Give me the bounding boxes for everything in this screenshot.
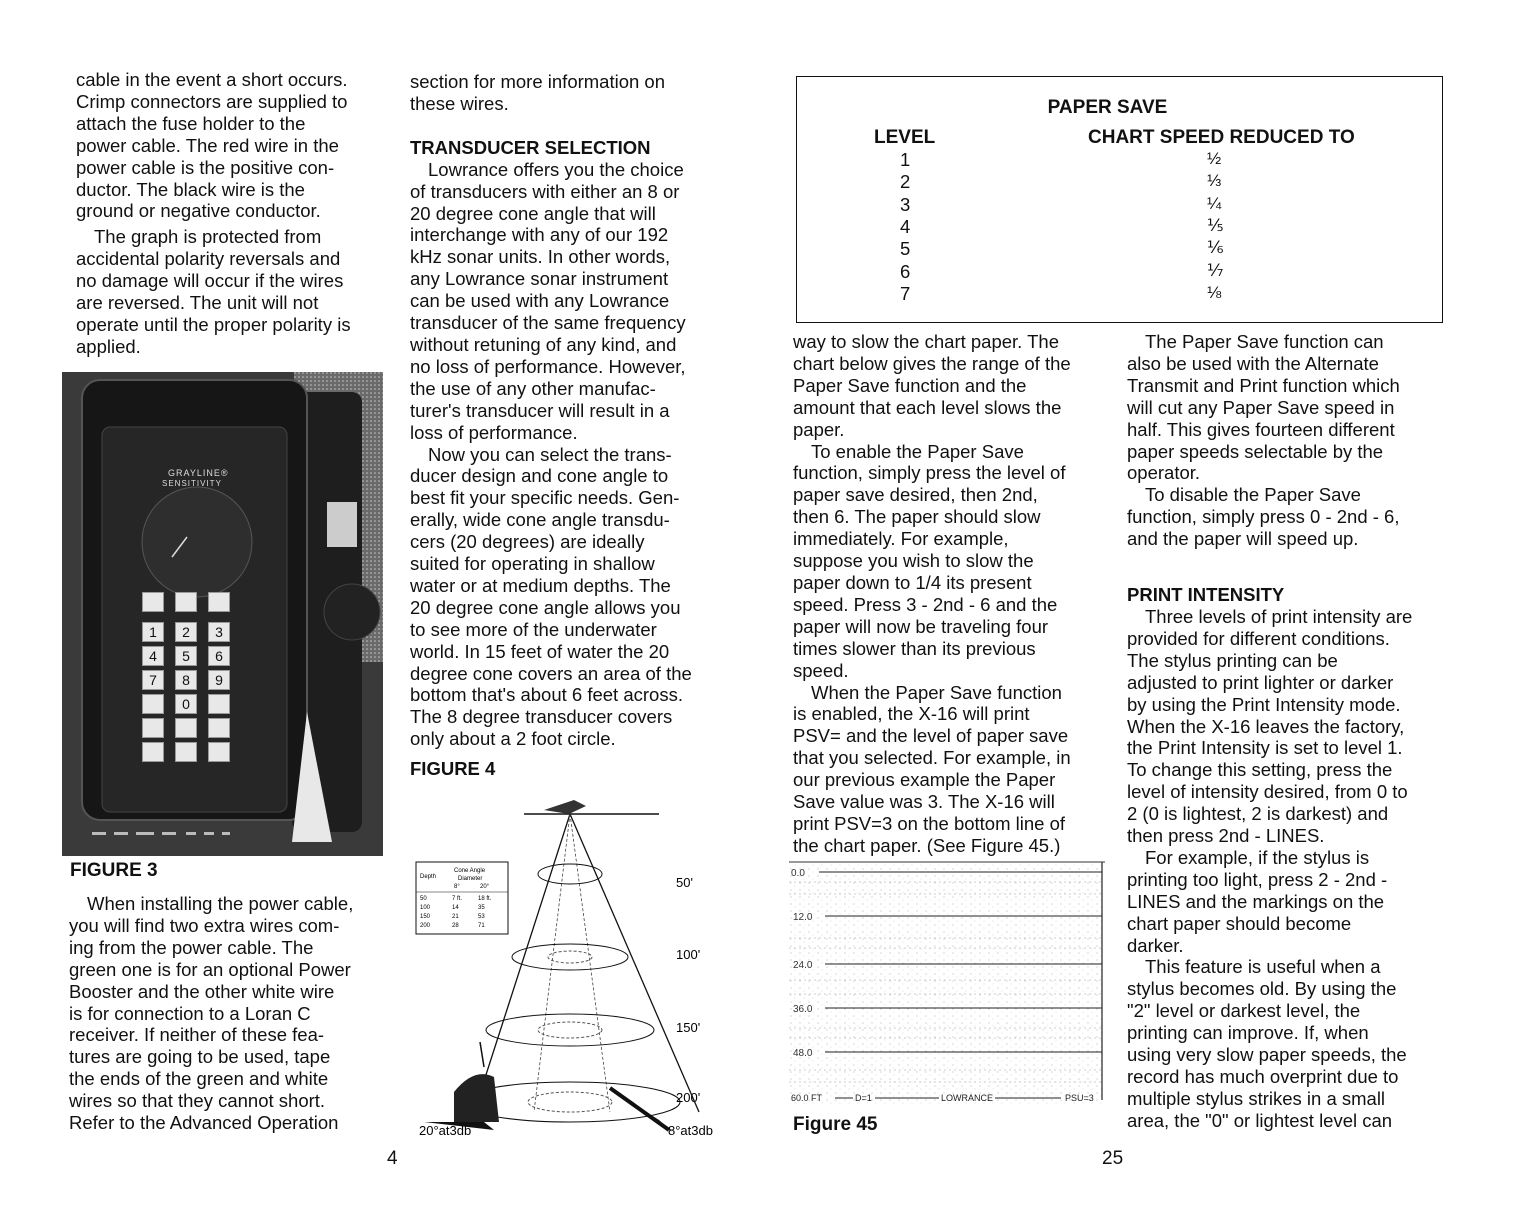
text-line: cable in the event a short occurs. (76, 69, 348, 90)
text-line: Booster and the other white wire (69, 980, 335, 1002)
text-line: way to slow the chart paper. The (793, 331, 1060, 352)
text-line: the Print Intensity is set to level 1. (1127, 737, 1403, 759)
fig4-tbl-20deg: 20° (480, 884, 490, 890)
para-fuse (76, 69, 386, 222)
text-line: stylus becomes old. By using the (1127, 978, 1397, 1000)
page-number-left: 4 (387, 1148, 398, 1169)
text-line: PSV= and the level of paper save (793, 725, 1069, 747)
para-alternate-transmit (1127, 331, 1447, 484)
text-line: function, simply press the level of (793, 462, 1066, 484)
paper-save-speed-5: ⅙ (1207, 238, 1224, 258)
text-line: half. This gives fourteen different (1127, 418, 1395, 440)
text-line: times slower than its previous (793, 637, 1036, 659)
fig4-tbl-diameter: Diameter (458, 876, 483, 882)
text-line: of transducers with either an 8 or (410, 180, 680, 202)
text-line: any Lowrance sonar instrument (410, 268, 669, 290)
brand-label: GRAYLINE® (168, 468, 229, 478)
key-left-0 (142, 694, 164, 714)
bottom-d: D=1 (855, 1093, 872, 1103)
key-row6-2 (175, 718, 197, 738)
fig4-tbl-cell: 21 (452, 914, 459, 920)
text-line: loss of performance. (410, 421, 578, 443)
text-line: This feature is useful when a (1145, 956, 1381, 978)
text-line: attach the fuse holder to the (76, 112, 306, 134)
key-2: 2 (175, 622, 197, 642)
paper-save-speed-7: ⅛ (1207, 282, 1222, 302)
figure-4-cone-diagram (414, 792, 734, 1142)
paper-save-level-3: 3 (900, 193, 911, 215)
key-row7-2 (175, 742, 197, 762)
text-line: When installing the power cable, (87, 893, 354, 914)
heading-transducer-selection: TRANSDUCER SELECTION (410, 136, 651, 158)
text-line: function, simply press 0 - 2nd - 6, (1127, 506, 1400, 528)
text-line: The graph is protected from (94, 226, 322, 248)
text-line: When the X-16 leaves the factory, (1127, 715, 1405, 737)
text-line: cers (20 degrees) are ideally (410, 531, 645, 553)
fig4-tbl-cell: 50 (420, 896, 427, 902)
text-line: operate until the proper polarity is (76, 313, 351, 335)
text-line: printing can improve. If, when (1127, 1022, 1369, 1044)
text-line: Now you can select the trans- (428, 443, 672, 465)
key-top-2 (175, 592, 197, 612)
text-line: operator. (1127, 462, 1201, 484)
key-top-3 (208, 592, 230, 612)
label-8deg: 8°at3db (668, 1123, 713, 1138)
fig4-tbl-depth: Depth (420, 874, 437, 880)
text-line: turer's transducer will result in a (410, 399, 670, 421)
depth-label-24: 24.0 (793, 960, 813, 971)
right-col3 (793, 331, 1105, 857)
text-line: and the paper will speed up. (1127, 528, 1359, 550)
text-line: ductor. The black wire is the (76, 178, 305, 200)
text-line: immediately. For example, (793, 528, 1009, 550)
text-line: no loss of performance. However, (410, 355, 686, 377)
text-line: the ends of the green and white (69, 1068, 329, 1090)
paper-save-level-7: 7 (900, 282, 911, 304)
text-line: print PSV=3 on the bottom line of (793, 812, 1066, 834)
figure-3-photo (62, 372, 383, 856)
para-slow-chart (793, 331, 1105, 441)
text-line: transducer of the same frequency (410, 312, 686, 334)
text-line: record has much overprint due to (1127, 1066, 1399, 1087)
key-row6-1 (142, 718, 164, 738)
text-line: Save value was 3. The X-16 will (793, 791, 1055, 813)
depth-label-12: 12.0 (793, 912, 813, 923)
text-line: erally, wide cone angle transdu- (410, 509, 670, 531)
depth-label-0: 0.0 (791, 868, 805, 879)
fig4-tbl-cell: 28 (452, 923, 459, 929)
text-line: amount that each level slows the (793, 396, 1062, 418)
figure-3-caption: FIGURE 3 (70, 860, 158, 881)
paper-save-level-2: 2 (900, 171, 911, 193)
text-line: that you selected. For example, in (793, 747, 1071, 769)
text-line: paper speeds selectable by the (1127, 440, 1384, 462)
paper-save-speed-1: ½ (1207, 149, 1222, 168)
text-line: interchange with any of our 192 (410, 224, 669, 246)
text-line: 20 degree cone angle allows you (410, 596, 681, 618)
text-line: you will find two extra wires com- (69, 914, 340, 936)
text-line: chart below gives the range of the (793, 352, 1071, 374)
text-line: degree cone covers an area of the (410, 662, 692, 684)
text-line: Refer to the Advanced Operation (69, 1112, 339, 1134)
figure-45-caption: Figure 45 (793, 1114, 878, 1135)
figure-4-label: FIGURE 4 (410, 758, 496, 780)
key-7: 7 (142, 670, 164, 690)
key-row6-3 (208, 718, 230, 738)
para-stylus-old (1127, 956, 1447, 1131)
depth-label-48: 48.0 (793, 1048, 813, 1059)
text-line: speed. (793, 659, 849, 681)
text-line: applied. (76, 335, 141, 357)
text-line: paper. (793, 418, 845, 440)
paper-save-level-6: 6 (900, 260, 911, 282)
text-line: using very slow paper speeds, the (1127, 1044, 1407, 1066)
paper-save-level-5: 5 (900, 238, 911, 260)
text-line: kHz sonar units. In other words, (410, 246, 671, 268)
heading-print-intensity: PRINT INTENSITY (1127, 584, 1285, 606)
para-polarity (76, 226, 386, 357)
key-3: 3 (208, 622, 230, 642)
text-line: world. In 15 feet of water the 20 (410, 640, 670, 662)
text-line: chart paper should become (1127, 912, 1352, 934)
text-line: section for more information on (410, 71, 666, 92)
paper-save-title: PAPER SAVE (1047, 97, 1168, 118)
bottom-depth: 60.0 FT (791, 1093, 823, 1103)
paper-save-speed-2: ⅓ (1207, 171, 1222, 191)
sensitivity-label: SENSITIVITY (162, 479, 222, 488)
text-line: green one is for an optional Power (69, 958, 351, 980)
fig4-tbl-cell: 35 (478, 905, 485, 911)
text-line: these wires. (410, 92, 509, 114)
depth-label-36: 36.0 (793, 1004, 813, 1015)
text-line: The Paper Save function can (1145, 331, 1384, 352)
text-line: is enabled, the X-16 will print (793, 703, 1030, 725)
text-line: receiver. If neither of these fea- (69, 1024, 325, 1046)
label-20deg: 20°at3db (419, 1123, 472, 1138)
text-line: power cable is the positive con- (76, 156, 335, 178)
fig4-tbl-cone: Cone Angle (454, 868, 486, 874)
text-line: When the Paper Save function (811, 681, 1062, 703)
key-top-1 (142, 592, 164, 612)
left-col1-bottom (69, 893, 389, 1134)
bottom-brand: LOWRANCE (941, 1093, 994, 1103)
text-line: "2" level or darkest level, the (1127, 1000, 1361, 1022)
key-8: 8 (175, 670, 197, 690)
text-line: speed. Press 3 - 2nd - 6 and the (793, 593, 1058, 615)
key-1: 1 (142, 622, 164, 642)
text-line: printing too light, press 2 - 2nd - (1127, 868, 1388, 890)
para-transducer-choice (410, 159, 730, 444)
text-line: only about a 2 foot circle. (410, 728, 616, 750)
text-line: is for connection to a Loran C (69, 1002, 311, 1024)
figure-45-chart (789, 860, 1105, 1112)
fig4-tbl-cell: 7 ft. (452, 896, 463, 902)
text-line: To disable the Paper Save (1145, 484, 1361, 506)
right-col4 (1127, 331, 1447, 1132)
text-line: suppose you wish to slow the (793, 550, 1034, 572)
fig4-tbl-cell: 200 (420, 923, 431, 929)
text-line: the chart paper. (See Figure 45.) (793, 834, 1061, 856)
paper-save-table (796, 76, 1443, 323)
text-line: also be used with the Alternate (1127, 352, 1379, 374)
text-line: provided for different conditions. (1127, 627, 1390, 649)
text-line: 2 (0 is lightest, 2 is darkest) and (1127, 803, 1389, 825)
text-line: Three levels of print intensity are (1145, 605, 1413, 627)
text-line: wires so that they cannot short. (69, 1090, 326, 1112)
key-4: 4 (142, 646, 164, 666)
paper-save-level-4: 4 (900, 215, 911, 237)
text-line: adjusted to print lighter or darker (1127, 671, 1394, 693)
text-line: water or at medium depths. The (410, 574, 671, 596)
text-line: bottom that's about 6 feet across. (410, 684, 683, 706)
text-line: To change this setting, press the (1127, 759, 1393, 781)
text-line: Transmit and Print function which (1127, 374, 1400, 396)
text-line: are reversed. The unit will not (76, 292, 319, 314)
bottom-psv: PSU=3 (1065, 1093, 1094, 1103)
text-line: paper save desired, then 2nd, (793, 484, 1038, 506)
text-line: Lowrance offers you the choice (428, 158, 684, 180)
text-line: power cable. The red wire in the (76, 134, 339, 156)
text-line: level of intensity desired, from 0 to (1127, 781, 1408, 803)
text-line: suited for operating in shallow (410, 553, 655, 575)
paper-save-speed-4: ⅕ (1207, 215, 1224, 235)
key-0: 0 (175, 694, 197, 714)
key-row7-1 (142, 742, 164, 762)
para-example-darker (1127, 847, 1447, 957)
text-line: without retuning of any kind, and (410, 333, 677, 355)
left-col2 (410, 71, 730, 780)
text-line: best fit your specific needs. Gen- (410, 487, 680, 509)
para-enable-paper-save (793, 441, 1105, 682)
depth-50: 50' (676, 875, 693, 890)
left-col1-top (76, 69, 386, 358)
key-5: 5 (175, 646, 197, 666)
text-line: can be used with any Lowrance (410, 290, 670, 312)
text-line: then press 2nd - LINES. (1127, 825, 1325, 847)
fig4-tbl-cell: 71 (478, 923, 485, 929)
para-cone-angle (410, 444, 730, 751)
fig4-tbl-8deg: 8° (454, 884, 460, 890)
para-disable-paper-save (1127, 484, 1447, 550)
text-line: LINES and the markings on the (1127, 890, 1385, 912)
paper-save-speed-3: ¼ (1207, 193, 1222, 213)
text-line: area, the "0" or lightest level can (1127, 1109, 1393, 1131)
text-line: tures are going to be used, tape (69, 1046, 331, 1068)
fig4-tbl-cell: 53 (478, 914, 485, 920)
col-speed-header: CHART SPEED REDUCED TO (1088, 127, 1355, 148)
key-9: 9 (208, 670, 230, 690)
text-line: multiple stylus strikes in a small (1127, 1087, 1386, 1109)
fig4-tbl-cell: 14 (452, 905, 459, 911)
text-line: will cut any Paper Save speed in (1127, 396, 1395, 418)
text-line: darker. (1127, 934, 1184, 956)
text-line: then 6. The paper should slow (793, 506, 1041, 528)
text-line: Paper Save function and the (793, 374, 1027, 396)
text-line: to see more of the underwater (410, 618, 657, 640)
text-line: paper will now be traveling four (793, 615, 1049, 637)
key-right-0 (208, 694, 230, 714)
para-psv-display (793, 682, 1105, 857)
text-line: The stylus printing can be (1127, 649, 1338, 671)
fig4-tbl-cell: 18 ft. (478, 896, 492, 902)
key-row7-3 (208, 742, 230, 762)
fig4-tbl-cell: 100 (420, 905, 431, 911)
text-line: accidental polarity reversals and (76, 248, 341, 270)
text-line: ducer design and cone angle to (410, 465, 669, 487)
text-line: 20 degree cone angle that will (410, 202, 656, 224)
text-line: To enable the Paper Save (811, 440, 1024, 462)
text-line: ing from the power cable. The (69, 936, 314, 958)
para-print-levels (1127, 606, 1447, 847)
depth-150: 150' (676, 1020, 701, 1035)
text-line: by using the Print Intensity mode. (1127, 693, 1401, 715)
paper-save-speed-6: ⅐ (1207, 260, 1224, 280)
depth-100: 100' (676, 947, 701, 962)
paper-save-level-1: 1 (900, 149, 911, 170)
text-line: the use of any other manufac- (410, 377, 656, 399)
text-line: paper down to 1/4 its present (793, 571, 1032, 593)
text-line: no damage will occur if the wires (76, 270, 344, 292)
page-number-right: 25 (1102, 1148, 1124, 1169)
fig4-tbl-cell: 150 (420, 914, 431, 920)
text-line: Crimp connectors are supplied to (76, 90, 348, 112)
col-level-header: LEVEL (874, 127, 936, 148)
text-line: The 8 degree transducer covers (410, 706, 673, 728)
depth-200: 200' (676, 1090, 701, 1105)
key-6: 6 (208, 646, 230, 666)
text-line: our previous example the Paper (793, 769, 1056, 791)
text-line: For example, if the stylus is (1145, 846, 1370, 868)
para-section-ref (410, 71, 730, 115)
text-line: ground or negative conductor. (76, 200, 321, 222)
